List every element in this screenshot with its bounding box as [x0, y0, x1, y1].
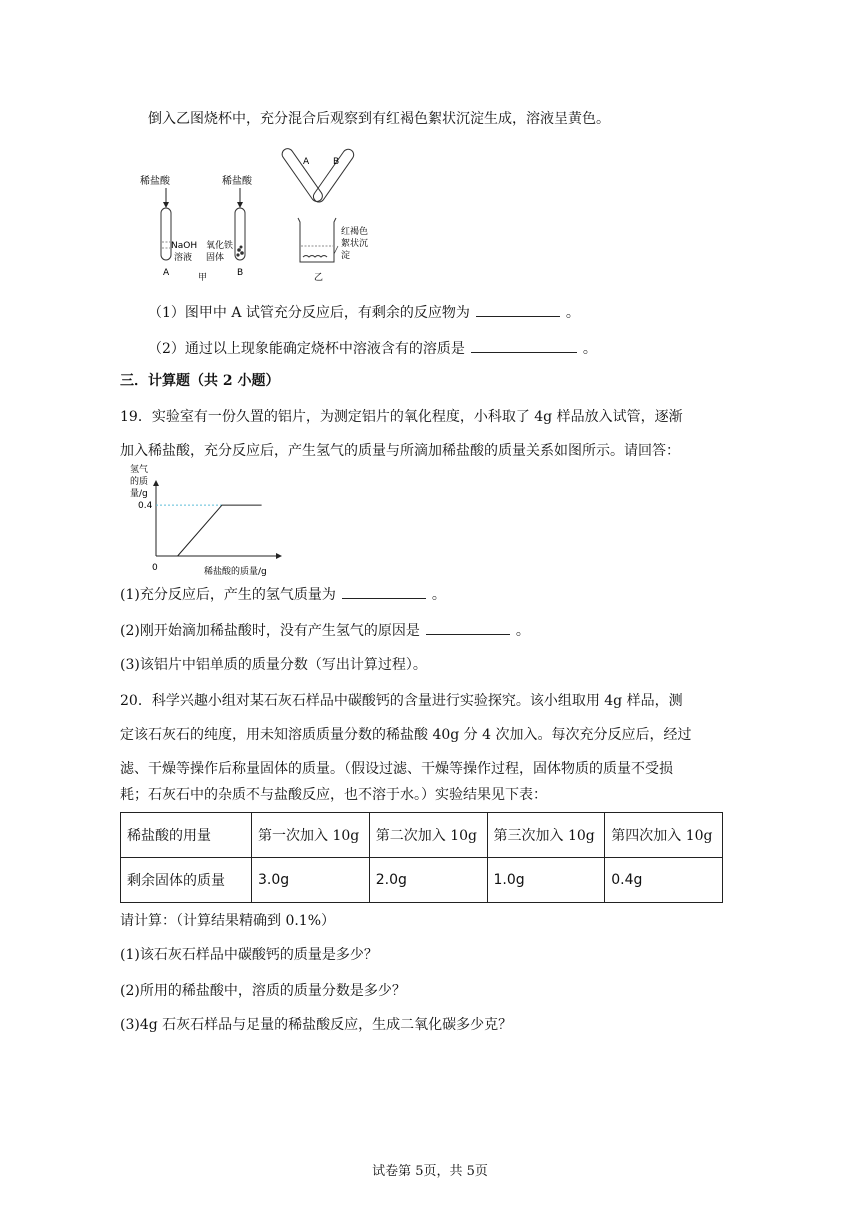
group-yi-label: 乙 — [314, 273, 324, 283]
tube-b-content-2: 固体 — [206, 253, 225, 263]
tube-a-letter: A — [163, 268, 170, 278]
q18-sub2-text: （2）通过以上现象能确定烧杯中溶液含有的溶质是 — [148, 341, 465, 357]
q19-sub1-blank[interactable] — [342, 584, 426, 599]
chart-ylabel-2: 的质 — [130, 477, 149, 487]
table-cell: 第二次加入 10g — [369, 813, 487, 858]
precipitate-label-2: 絮状沉 — [341, 239, 369, 249]
page-footer: 试卷第 5页，共 5页 — [372, 1164, 488, 1179]
pour-a-label: A — [303, 157, 310, 167]
q19-sub1 — [120, 584, 446, 606]
table-row — [121, 813, 723, 858]
pour-tube-a — [280, 147, 325, 204]
q19-line-1: 19．实验室有一份久置的铝片，为测定铝片的氧化程度，小科取了 4g 样品放入试管，逐渐 — [120, 409, 683, 425]
q18-sub1-end: 。 — [565, 305, 580, 321]
hydrogen-chart — [126, 462, 298, 580]
q20-sub3: (3)4g 石灰石样品与足量的稀盐酸反应，生成二氧化碳多少克？ — [120, 1017, 513, 1033]
q18-sub2-end: 。 — [582, 341, 597, 357]
q19-sub3: (3)该铝片中铝单质的质量分数（写出计算过程）。 — [120, 657, 427, 673]
apparatus-figure — [140, 142, 380, 292]
table-cell: 第一次加入 10g — [252, 813, 370, 858]
q20-line-4: 耗；石灰石中的杂质不与盐酸反应，也不溶于水。）实验结果见下表： — [120, 787, 547, 803]
q19-sub2 — [120, 620, 530, 642]
q19-line-2: 加入稀盐酸，充分反应后，产生氢气的质量与所滴加稀盐酸的质量关系如图所示。请回答： — [120, 443, 680, 459]
q19-sub2-text: (2)刚开始滴加稀盐酸时，没有产生氢气的原因是 — [120, 623, 420, 639]
chart-series-line — [178, 505, 262, 556]
q20-calc-note: 请计算：（计算结果精确到 0.1%） — [120, 913, 336, 929]
table-cell: 剩余固体的质量 — [121, 858, 252, 903]
q18-sub1-text: （1）图甲中 A 试管充分反应后，有剩余的反应物为 — [148, 305, 470, 321]
tube-a-reagent: 稀盐酸 — [140, 176, 170, 187]
tube-a — [161, 208, 171, 260]
q20-line-2: 定该石灰石的纯度，用未知溶质质量分数的稀盐酸 40g 分 4 次加入。每次充分反应后，经过 — [120, 727, 692, 743]
q18-sub2 — [148, 338, 597, 360]
chart-origin-label: 0 — [152, 563, 158, 573]
q20-line-3: 滤、干燥等操作后称量固体的质量。（假设过滤、干燥等操作过程，固体物质的质量不受损 — [120, 761, 673, 777]
tube-b-letter: B — [237, 268, 244, 278]
tube-a-content-2: 溶液 — [174, 253, 193, 263]
tube-b-content-1: 氧化铁 — [206, 241, 234, 251]
pour-tube-b — [311, 147, 356, 204]
table-cell: 1.0g — [487, 858, 605, 903]
tube-b-reagent: 稀盐酸 — [222, 176, 252, 187]
chart-y-tick-label: 0.4 — [138, 501, 153, 512]
q19-sub2-end: 。 — [515, 623, 530, 639]
q18-sub2-blank[interactable] — [471, 338, 577, 353]
q19-sub1-end: 。 — [431, 587, 446, 603]
pour-b-label: B — [333, 157, 340, 167]
q20-sub1: (1)该石灰石样品中碳酸钙的质量是多少？ — [120, 947, 378, 963]
precipitate-label-3: 淀 — [341, 251, 351, 261]
table-cell: 3.0g — [252, 858, 370, 903]
table-cell: 0.4g — [605, 858, 723, 903]
table-cell: 第三次加入 10g — [487, 813, 605, 858]
table-row — [121, 858, 723, 903]
table-cell: 第四次加入 10g — [605, 813, 723, 858]
chart-xlabel: 稀盐酸的质量/g — [204, 567, 267, 577]
q19-sub2-blank[interactable] — [426, 620, 510, 635]
q19-sub1-text: (1)充分反应后，产生的氢气质量为 — [120, 587, 336, 603]
group-jia-label: 甲 — [198, 273, 208, 283]
q18-sub1-blank[interactable] — [476, 302, 560, 317]
section-3-heading: 三．计算题（共 2 小题） — [120, 373, 280, 389]
q20-line-1: 20．科学兴趣小组对某石灰石样品中碳酸钙的含量进行实验探究。该小组取用 4g 样品，测 — [120, 693, 683, 709]
q20-sub2: (2)所用的稀盐酸中，溶质的质量分数是多少？ — [120, 983, 406, 999]
results-table — [120, 812, 723, 903]
chart-ylabel-3: 量/g — [130, 489, 148, 499]
chart-ylabel-1: 氢气 — [130, 465, 149, 475]
table-cell: 2.0g — [369, 858, 487, 903]
intro-text: 倒入乙图烧杯中，充分混合后观察到有红褐色絮状沉淀生成，溶液呈黄色。 — [148, 111, 610, 127]
table-cell: 稀盐酸的用量 — [121, 813, 252, 858]
tube-a-content-1: NaOH — [171, 241, 198, 251]
precipitate-label-1: 红褐色 — [341, 227, 369, 237]
q18-sub1 — [148, 302, 580, 324]
